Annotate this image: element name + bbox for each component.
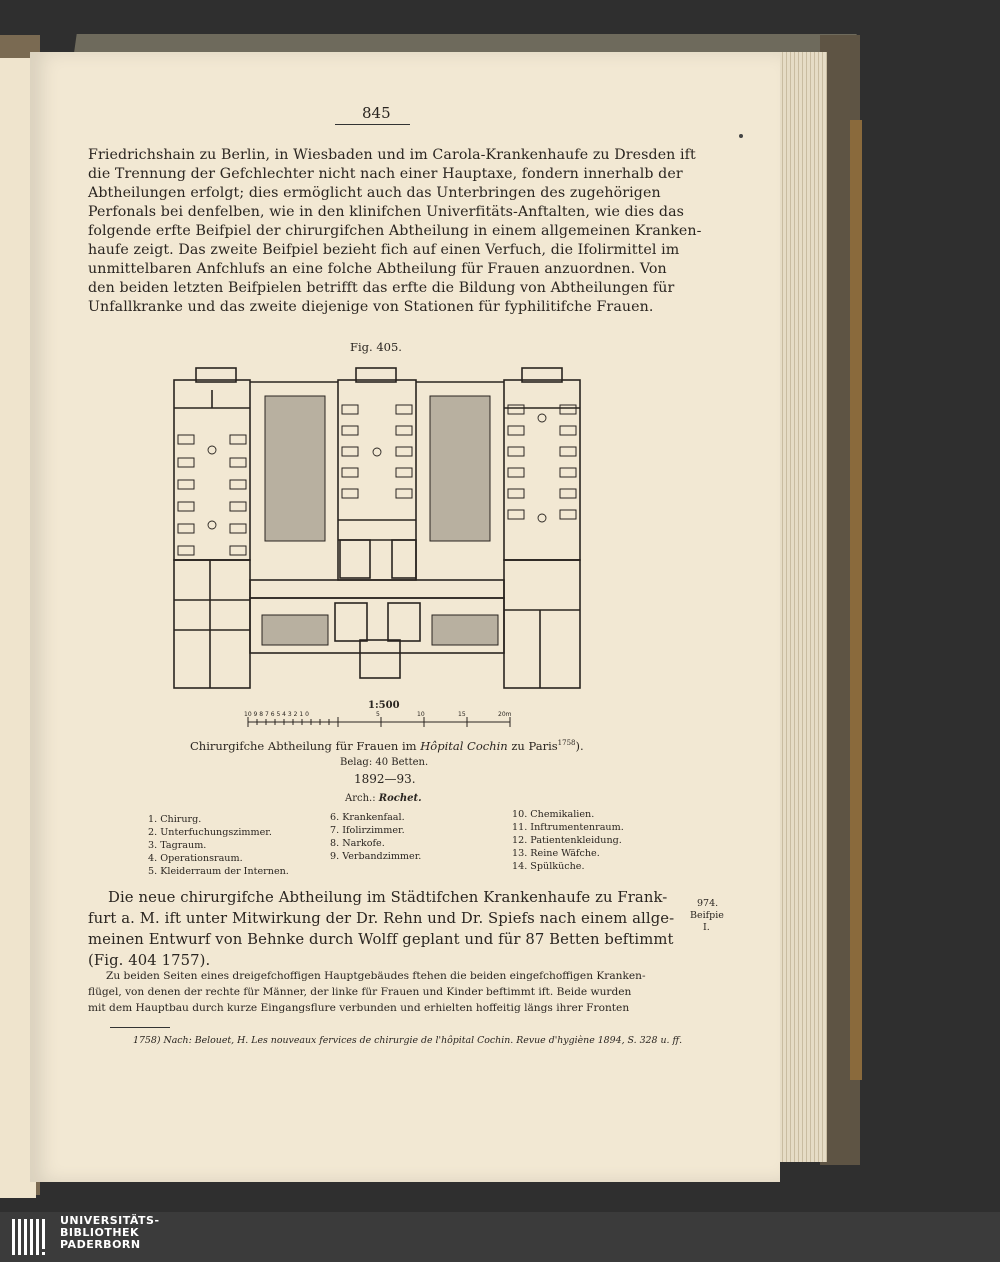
legend-item: 14. Spülküche. — [512, 861, 585, 872]
page-stack-edge — [775, 52, 827, 1162]
margin-note-label: Beifpie — [690, 910, 724, 921]
page-number-rule — [335, 124, 410, 125]
ink-dot — [739, 134, 743, 138]
figure-caption — [190, 739, 584, 753]
body-line: unmittelbaren Anfchlufs an eine folche Abtheilung für Frauen anzuordnen. Von — [88, 261, 667, 277]
legend-item: 2. Unterfuchungszimmer. — [148, 827, 272, 838]
legend-item: 9. Verbandzimmer. — [330, 851, 422, 862]
legend-item: 4. Operationsraum. — [148, 853, 243, 864]
book-spine-edge — [850, 120, 862, 1080]
library-logo-icon — [12, 1217, 54, 1257]
library-name-line: BIBLIOTHEK — [60, 1226, 140, 1239]
architect — [345, 793, 422, 804]
scale-ticks-left: 10 9 8 7 6 5 4 3 2 1 0 — [244, 711, 309, 718]
scale-tick: 15 — [458, 711, 466, 718]
body-line: haufe zeigt. Das zweite Beifpiel bezieht fich auf einen Verfuch, die Ifolirmittel im — [88, 242, 680, 258]
body-line: furt a. M. ift unter Mitwirkung der Dr. Rehn und Dr. Spiefs nach einem allge- — [88, 910, 675, 927]
body-line: Unfallkranke und das zweite diejenige von Stationen für fyphilitifche Frauen. — [88, 299, 654, 315]
small-line: Zu beiden Seiten eines dreigefchoffigen Hauptgebäudes ftehen die beiden eingefchoffigen Kranken- — [106, 970, 646, 982]
legend-item: 13. Reine Wäfche. — [512, 848, 600, 859]
caption-end: zu Paris — [511, 739, 558, 753]
legend-item: 3. Tagraum. — [148, 840, 207, 851]
legend-item: 6. Krankenfaal. — [330, 812, 405, 823]
body-line: Friedrichshain zu Berlin, in Wiesbaden und im Carola-Krankenhaufe zu Dresden ift — [88, 147, 696, 163]
margin-note-number: 974. — [697, 898, 719, 909]
legend-item: 10. Chemikalien. — [512, 809, 595, 820]
architect-label: Arch.: — [345, 793, 376, 804]
caption-main: Chirurgifche Abtheilung für Frauen im — [190, 739, 417, 753]
scale-tick: 20m — [498, 711, 512, 718]
body-line: Die neue chirurgifche Abtheilung im Städtifchen Krankenhaufe zu Frank- — [108, 889, 668, 906]
library-name-line: PADERBORN — [60, 1238, 141, 1251]
body-line: (Fig. 404 1757). — [88, 952, 211, 969]
body-line: Perfonals bei denfelben, wie in den klinifchen Univerfitäts-Anftalten, wie dies das — [88, 204, 685, 220]
legend-item: 12. Patientenkleidung. — [512, 835, 622, 846]
floor-plan-drawing — [170, 360, 590, 690]
years: 1892—93. — [354, 772, 416, 786]
body-line: folgende erfte Beifpiel der chirurgifchen Abtheilung in einem allgemeinen Kranken- — [88, 223, 702, 239]
body-line: Abtheilungen erfolgt; dies ermöglicht auch das Unterbringen des zugehörigen — [88, 185, 661, 201]
beds-count: Belag: 40 Betten. — [340, 757, 429, 768]
footnote: 1758) Nach: Belouet, H. Les nouveaux fervices de chirurgie de l'hôpital Cochin. Revue d'hygiène 1894, S. 328 u. ff. — [133, 1035, 683, 1046]
caption-close: ). — [575, 739, 584, 753]
body-line: den beiden letzten Beifpielen betrifft das erfte die Bildung von Abtheilungen für — [88, 280, 675, 296]
page-number: 845 — [362, 104, 391, 122]
small-line: mit dem Hauptbau durch kurze Eingangsflure verbunden und erhielten hoffeitig längs ihrer Fronten — [88, 1002, 630, 1014]
caption-ref: 1758 — [557, 739, 576, 748]
library-name-line: UNIVERSITÄTS- — [60, 1214, 160, 1227]
footnote-rule — [110, 1027, 170, 1028]
legend-item: 1. Chirurg. — [148, 814, 202, 825]
legend-item: 5. Kleiderraum der Internen. — [148, 866, 289, 877]
scale-label: 1:500 — [368, 700, 400, 711]
body-line: meinen Entwurf von Behnke durch Wolff geplant und für 87 Betten beftimmt — [88, 931, 674, 948]
legend-item: 8. Narkofe. — [330, 838, 385, 849]
margin-note-numeral: I. — [703, 922, 710, 933]
legend-item: 7. Ifolirzimmer. — [330, 825, 405, 836]
scale-tick: 10 — [417, 711, 425, 718]
small-line: flügel, von denen der rechte für Männer, der linke für Frauen und Kinder beftimmt ift. Beide wurden — [88, 986, 632, 998]
figure-label: Fig. 405. — [350, 340, 402, 354]
caption-italic: Hôpital Cochin — [420, 739, 508, 753]
architect-name: Rochet. — [378, 793, 422, 804]
legend-item: 11. Inftrumentenraum. — [512, 822, 624, 833]
scale-tick: 5 — [376, 711, 380, 718]
body-line: die Trennung der Gefchlechter nicht nach einer Hauptaxe, fondern innerhalb der — [88, 166, 683, 182]
